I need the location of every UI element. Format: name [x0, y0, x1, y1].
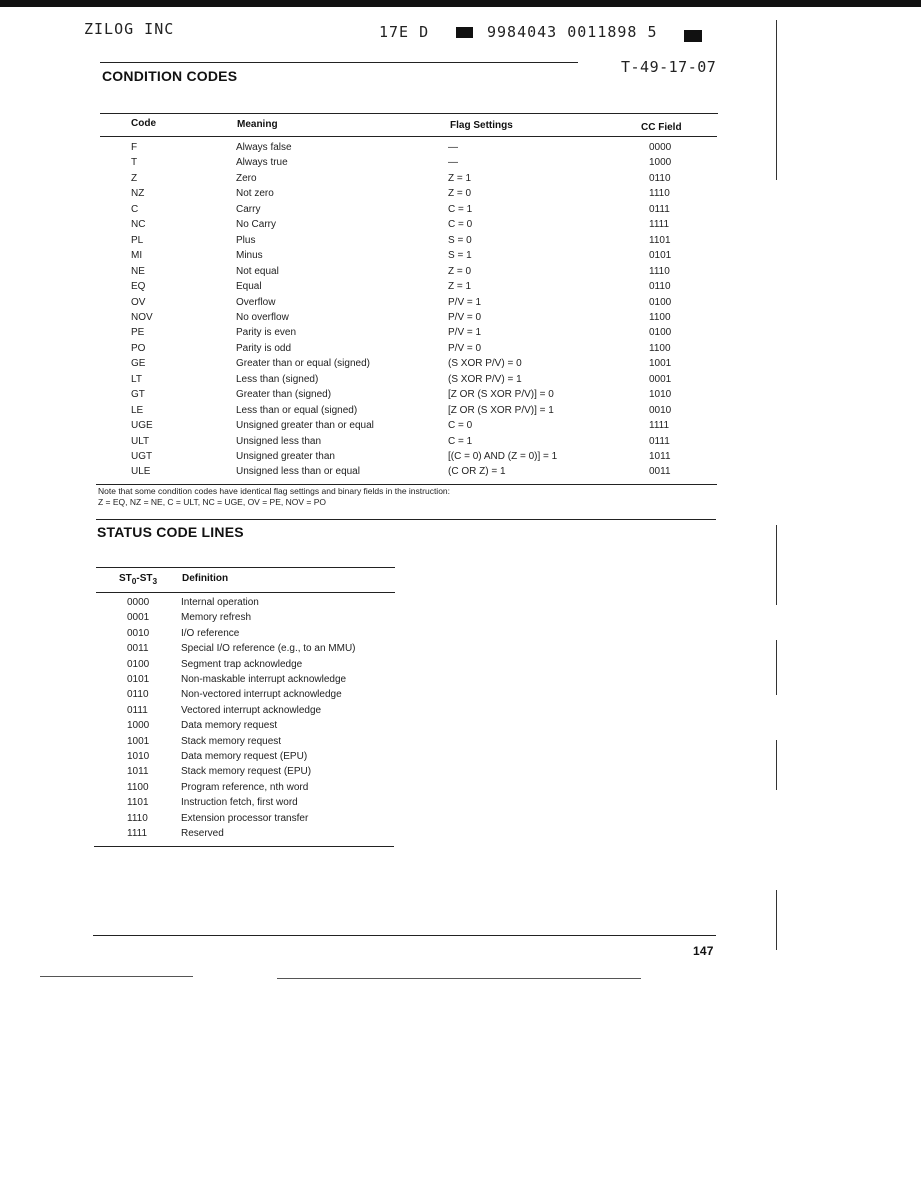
cc-field-cell: 0100 — [649, 296, 672, 308]
scan-artifact-line — [277, 978, 641, 979]
cc-field-cell: 1111 — [649, 420, 670, 432]
list-item — [0, 782, 921, 797]
cc-flags-cell: Z = 1 — [448, 172, 472, 184]
status-code-cell: 0101 — [127, 674, 150, 685]
status-code-cell: 0110 — [127, 689, 149, 701]
table-row — [0, 235, 921, 250]
status-definition-cell: Stack memory request (EPU) — [181, 766, 312, 778]
cc-meaning-cell: Less than or equal (signed) — [236, 404, 358, 416]
list-item — [0, 643, 921, 658]
cc-field-cell: 0100 — [649, 327, 672, 339]
cc-code-cell: MI — [131, 250, 143, 262]
status-definition-cell: Data memory request — [181, 720, 278, 732]
cc-field-cell: 0010 — [649, 404, 672, 416]
cc-meaning-cell: No Carry — [236, 219, 277, 231]
cc-field-cell: 1011 — [649, 451, 671, 462]
table-row — [0, 451, 921, 466]
status-definition-cell: Non-vectored interrupt acknowledge — [181, 689, 342, 701]
list-item — [0, 766, 921, 781]
scan-top-border — [0, 0, 921, 7]
cc-flags-cell: P/V = 1 — [448, 296, 482, 308]
cc-flags-cell: S = 0 — [448, 234, 472, 246]
status-definition-cell: Extension processor transfer — [181, 812, 309, 824]
status-table-header-rule — [96, 592, 395, 593]
cc-flags-cell: Z = 0 — [448, 188, 472, 200]
cc-code-cell: NE — [131, 265, 145, 277]
cc-code-cell: LE — [131, 404, 144, 416]
section-top-rule — [100, 62, 578, 63]
cc-field-cell: 0111 — [649, 203, 670, 215]
status-code-cell: 1100 — [127, 781, 149, 793]
list-item — [0, 597, 921, 612]
header-code: 9984043 0011898 5 — [487, 23, 658, 41]
cc-code-cell: NZ — [131, 188, 145, 200]
cc-meaning-cell: Always true — [236, 157, 288, 169]
table-row — [0, 188, 921, 203]
cc-code-cell: PO — [131, 342, 146, 354]
cc-meaning-cell: Not zero — [236, 188, 274, 200]
section-divider-rule — [96, 519, 716, 520]
cc-meaning-cell: Unsigned less than or equal — [236, 466, 360, 478]
list-item — [0, 751, 921, 766]
cc-code-cell: GT — [131, 389, 145, 401]
status-definition-cell: Data memory request (EPU) — [181, 751, 308, 762]
cc-meaning-cell: Unsigned less than — [236, 435, 322, 447]
scan-edge-line — [776, 890, 777, 950]
cc-code-cell: LT — [131, 373, 142, 385]
cc-flags-cell: P/V = 1 — [448, 327, 482, 339]
cc-meaning-cell: Minus — [236, 250, 263, 262]
cc-field-cell: 1001 — [649, 358, 672, 370]
status-definition-cell: Reserved — [181, 828, 224, 839]
table-row — [0, 281, 921, 296]
cc-code-cell: OV — [131, 296, 146, 308]
status-definition-cell: Segment trap acknowledge — [181, 658, 303, 670]
cc-code-cell: NC — [131, 219, 146, 231]
table-row — [0, 219, 921, 234]
cc-field-cell: 0110 — [649, 172, 671, 184]
status-code-cell: 0001 — [127, 612, 150, 624]
cc-field-cell: 1010 — [649, 389, 672, 401]
list-item — [0, 736, 921, 751]
cc-flags-cell: (C OR Z) = 1 — [448, 466, 506, 478]
table-row — [0, 389, 921, 404]
condition-codes-title: CONDITION CODES — [102, 68, 238, 84]
cc-flags-cell: P/V = 0 — [448, 311, 482, 323]
cc-field-cell: 1100 — [649, 342, 671, 354]
col-st-dash: -ST — [136, 573, 153, 584]
cc-code-cell: T — [131, 157, 138, 169]
status-code-cell: 1011 — [127, 766, 149, 778]
table-row — [0, 142, 921, 157]
cc-meaning-cell: Unsigned greater than — [236, 451, 335, 462]
table-row — [0, 157, 921, 172]
table-row — [0, 374, 921, 389]
cc-meaning-cell: Parity is even — [236, 327, 297, 339]
header-block-mark — [456, 27, 473, 38]
list-item — [0, 720, 921, 735]
header-company: ZILOG INC — [84, 20, 175, 38]
cc-flags-cell: — — [448, 157, 458, 169]
status-code-cell: 1010 — [127, 751, 150, 762]
table-row — [0, 405, 921, 420]
status-code-lines-title: STATUS CODE LINES — [97, 524, 244, 540]
cc-flags-cell: [(C = 0) AND (Z = 0)] = 1 — [448, 451, 558, 462]
cc-meaning-cell: No overflow — [236, 311, 289, 323]
status-table-bottom-rule — [94, 846, 394, 847]
cc-flags-cell: [Z OR (S XOR P/V)] = 0 — [448, 389, 554, 401]
list-item — [0, 813, 921, 828]
cc-field-cell: 0011 — [649, 466, 671, 478]
table-header-rule — [100, 136, 717, 137]
cc-flags-cell: (S XOR P/V) = 1 — [448, 373, 522, 385]
cc-code-cell: PE — [131, 327, 145, 339]
page-number: 147 — [693, 944, 714, 958]
status-code-cell: 1110 — [127, 812, 148, 824]
cc-meaning-cell: Parity is odd — [236, 342, 292, 354]
status-definition-cell: Program reference, nth word — [181, 781, 309, 793]
cc-flags-cell: C = 1 — [448, 435, 473, 447]
cc-flags-cell: C = 1 — [448, 203, 473, 215]
cc-code-cell: UGE — [131, 420, 153, 432]
cc-field-cell: 1101 — [649, 234, 671, 246]
cc-code-cell: NOV — [131, 311, 153, 323]
status-code-cell: 1101 — [127, 797, 149, 809]
table-row — [0, 343, 921, 358]
list-item — [0, 705, 921, 720]
cc-flags-cell: Z = 1 — [448, 281, 472, 293]
cc-field-cell: 0000 — [649, 142, 672, 153]
cc-meaning-cell: Carry — [236, 203, 261, 215]
col-st-main: ST — [119, 573, 132, 584]
status-table-top-rule — [96, 567, 395, 568]
cc-code-cell: Z — [131, 172, 138, 184]
cc-code-cell: GE — [131, 358, 146, 370]
table-row — [0, 358, 921, 373]
table-row — [0, 173, 921, 188]
table-row — [0, 312, 921, 327]
table-row — [0, 466, 921, 481]
list-item — [0, 828, 921, 843]
status-code-cell: 0010 — [127, 627, 150, 639]
cc-code-cell: UGT — [131, 451, 153, 462]
status-definition-cell: Vectored interrupt acknowledge — [181, 704, 322, 716]
cc-code-cell: F — [131, 142, 138, 153]
cc-meaning-cell: Not equal — [236, 265, 279, 277]
table-note-line-2: Z = EQ, NZ = NE, C = ULT, NC = UGE, OV = PE, NOV = PO — [98, 497, 326, 507]
header-mid: 17E D — [379, 23, 430, 41]
cc-code-cell: ULE — [131, 466, 151, 478]
table-row — [0, 297, 921, 312]
col-st-sub0: 0 — [131, 576, 137, 586]
cc-meaning-cell: Equal — [236, 281, 262, 293]
status-definition-cell: Memory refresh — [181, 612, 252, 624]
cc-field-cell: 1100 — [649, 311, 671, 323]
cc-field-cell: 1110 — [649, 265, 670, 277]
status-code-cell: 1001 — [127, 735, 150, 747]
cc-code-cell: ULT — [131, 435, 150, 447]
cc-meaning-cell: Zero — [236, 172, 257, 184]
cc-flags-cell: (S XOR P/V) = 0 — [448, 358, 522, 370]
col-definition-header: Definition — [182, 573, 229, 584]
list-item — [0, 612, 921, 627]
table-row — [0, 266, 921, 281]
cc-flags-cell: C = 0 — [448, 219, 473, 231]
table-row — [0, 420, 921, 435]
status-code-cell: 0000 — [127, 597, 150, 608]
table-row — [0, 327, 921, 342]
cc-meaning-cell: Greater than (signed) — [236, 389, 332, 401]
cc-field-cell: 0001 — [649, 373, 672, 385]
cc-code-cell: PL — [131, 234, 144, 246]
cc-flags-cell: C = 0 — [448, 420, 473, 432]
cc-flags-cell: S = 1 — [448, 250, 472, 262]
status-code-cell: 1111 — [127, 828, 148, 839]
cc-meaning-cell: Plus — [236, 234, 256, 246]
table-bottom-rule — [96, 484, 717, 485]
cc-field-cell: 1110 — [649, 188, 670, 200]
cc-field-cell: 0101 — [649, 250, 672, 262]
cc-meaning-cell: Overflow — [236, 296, 276, 308]
col-code-header: Code — [131, 118, 156, 129]
document-reference: T-49-17-07 — [621, 58, 717, 76]
cc-meaning-cell: Unsigned greater than or equal — [236, 420, 374, 432]
col-cc-header: CC Field — [641, 122, 682, 133]
status-code-cell: 0100 — [127, 658, 150, 670]
cc-field-cell: 0110 — [649, 281, 671, 293]
scan-artifact-line — [40, 976, 193, 977]
list-item — [0, 628, 921, 643]
status-definition-cell: Special I/O reference (e.g., to an MMU) — [181, 643, 356, 655]
table-top-rule — [100, 113, 718, 114]
status-code-cell: 1000 — [127, 720, 150, 732]
cc-meaning-cell: Greater than or equal (signed) — [236, 358, 370, 370]
table-row — [0, 436, 921, 451]
scan-edge-line — [776, 525, 777, 605]
cc-field-cell: 0111 — [649, 435, 670, 447]
status-definition-cell: Internal operation — [181, 597, 259, 608]
cc-flags-cell: P/V = 0 — [448, 342, 482, 354]
table-row — [0, 250, 921, 265]
status-definition-cell: Stack memory request — [181, 735, 282, 747]
table-note-line-1: Note that some condition codes have identical flag settings and binary fields in the instruction: — [98, 486, 451, 496]
cc-flags-cell: [Z OR (S XOR P/V)] = 1 — [448, 404, 554, 416]
col-st-header — [119, 573, 157, 586]
cc-field-cell: 1111 — [649, 219, 670, 231]
cc-field-cell: 1000 — [649, 157, 672, 169]
cc-meaning-cell: Less than (signed) — [236, 373, 319, 385]
cc-code-cell: EQ — [131, 281, 146, 293]
cc-meaning-cell: Always false — [236, 142, 292, 153]
list-item — [0, 659, 921, 674]
col-flags-header: Flag Settings — [450, 120, 513, 131]
status-definition-cell: Non-maskable interrupt acknowledge — [181, 674, 347, 685]
list-item — [0, 689, 921, 704]
status-definition-cell: Instruction fetch, first word — [181, 797, 298, 809]
cc-flags-cell: — — [448, 142, 458, 153]
list-item — [0, 674, 921, 689]
cc-code-cell: C — [131, 203, 139, 215]
header-block-mark-2 — [684, 30, 702, 42]
col-meaning-header: Meaning — [237, 119, 278, 130]
status-code-cell: 0111 — [127, 704, 148, 716]
cc-flags-cell: Z = 0 — [448, 265, 472, 277]
list-item — [0, 797, 921, 812]
footer-rule — [93, 935, 716, 936]
table-row — [0, 204, 921, 219]
status-definition-cell: I/O reference — [181, 627, 240, 639]
col-st-sub3: 3 — [152, 576, 158, 586]
status-code-cell: 0011 — [127, 643, 149, 655]
